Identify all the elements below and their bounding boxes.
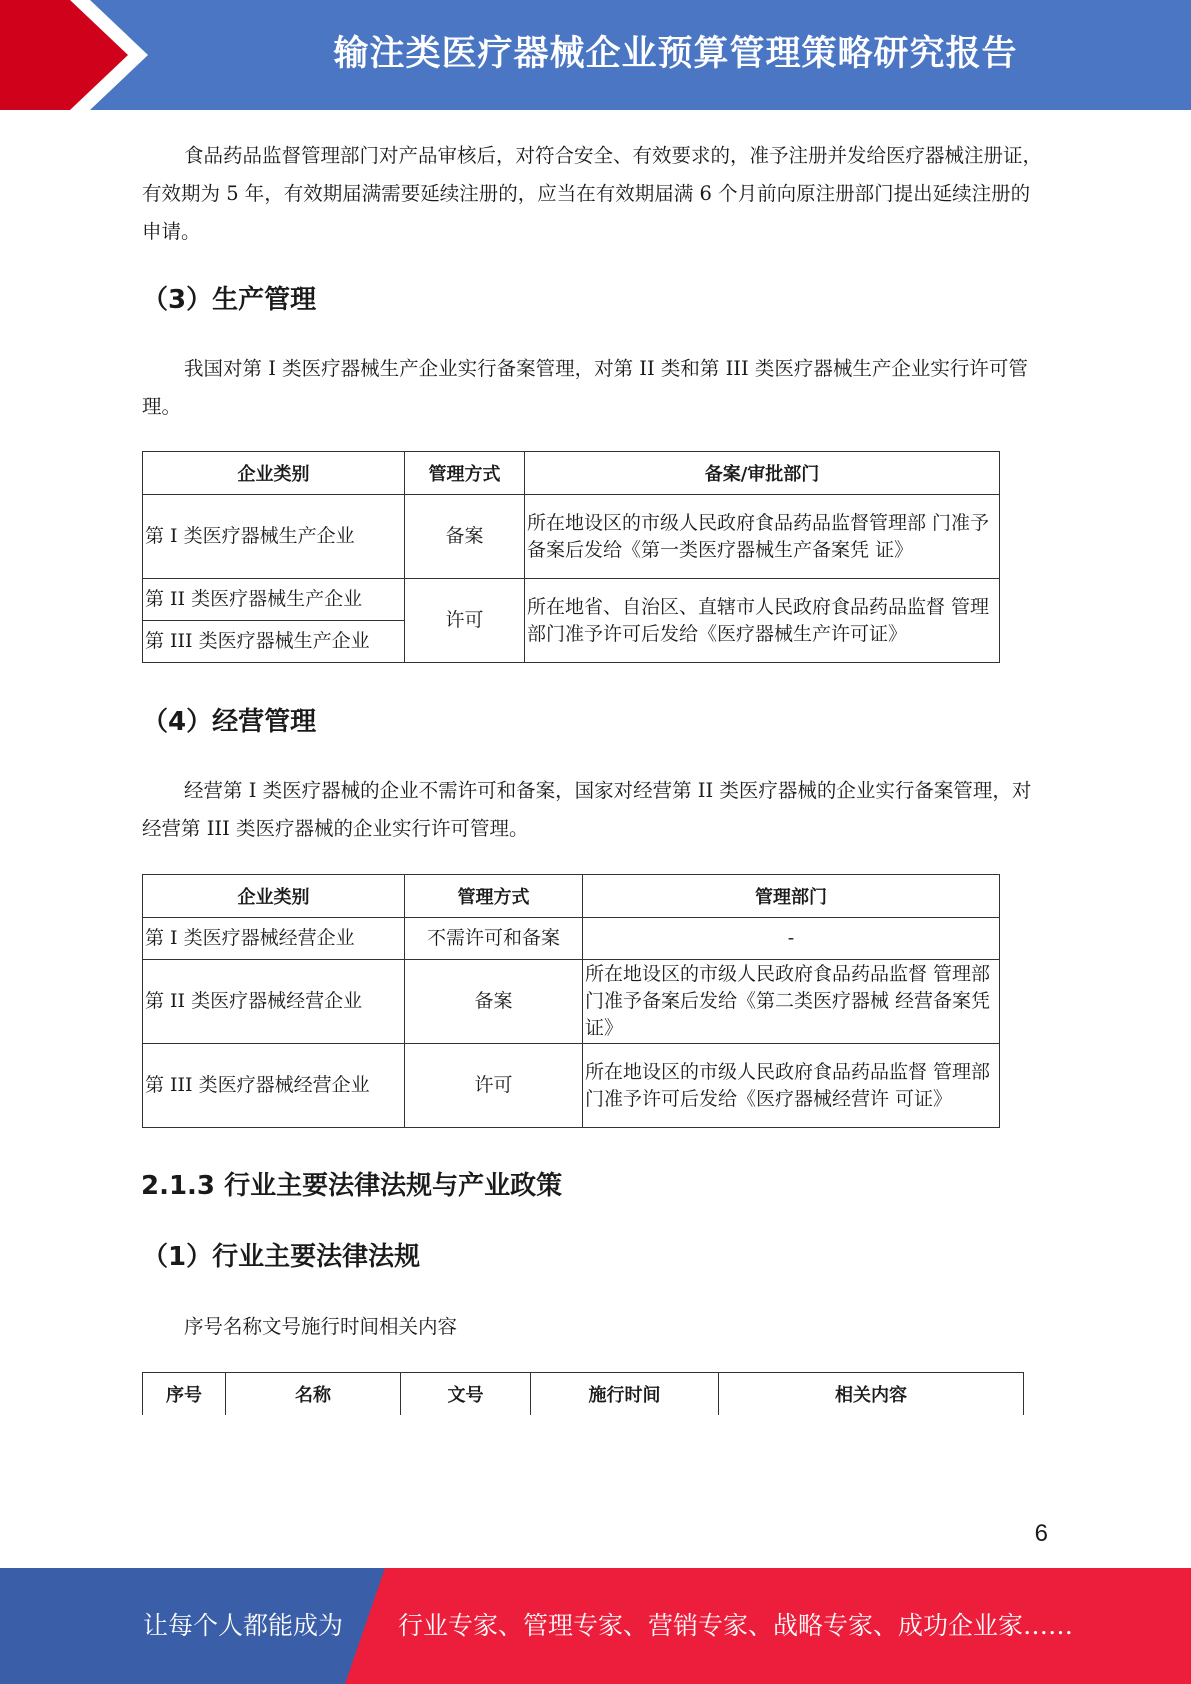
table-cell-method: 许可 [405, 579, 525, 663]
table-cell-category: 第 I 类医疗器械经营企业 [143, 918, 405, 960]
table-cell-category: 第 III 类医疗器械经营企业 [143, 1044, 405, 1128]
table-header-cell: 备案/审批部门 [525, 452, 1000, 495]
production-table [142, 451, 1000, 663]
table-header-cell: 序号 [143, 1373, 226, 1416]
table-header-cell: 企业类别 [143, 875, 405, 918]
table-cell-category: 第 III 类医疗器械生产企业 [143, 621, 405, 663]
table-header-cell: 管理方式 [405, 452, 525, 495]
table-cell-method: 许可 [405, 1044, 583, 1128]
table-header-cell: 名称 [226, 1373, 401, 1416]
table-row [143, 1044, 1000, 1128]
table-header-cell: 相关内容 [719, 1373, 1024, 1416]
production-paragraph: 我国对第 I 类医疗器械生产企业实行备案管理，对第 II 类和第 III 类医疗器械生产企业实行许可管理。 [142, 357, 1028, 418]
table-cell-category: 第 II 类医疗器械生产企业 [143, 579, 405, 621]
table-cell-method: 备案 [405, 495, 525, 579]
table-row [143, 918, 1000, 960]
table-header-cell: 文号 [401, 1373, 531, 1416]
table-cell-category: 第 II 类医疗器械经营企业 [143, 960, 405, 1044]
table-header-cell: 管理部门 [583, 875, 1000, 918]
table-cell-dept: - [583, 918, 1000, 960]
subsection-heading-laws: （1）行业主要法律法规 [142, 1242, 421, 1272]
table-cell-dept: 所在地省、自治区、直辖市人民政府食品药品监督 管理部门准予许可后发给《医疗器械生产许可证》 [525, 579, 1000, 663]
table-row [143, 579, 1000, 621]
page-header [0, 0, 1191, 110]
table-header-cell: 管理方式 [405, 875, 583, 918]
section-heading-production: （3）生产管理 [142, 285, 317, 315]
laws-paragraph: 序号名称文号施行时间相关内容 [184, 1315, 458, 1338]
table-header-row [143, 452, 1000, 495]
table-cell-method: 备案 [405, 960, 583, 1044]
table-header-row [143, 875, 1000, 918]
table-header-cell: 企业类别 [143, 452, 405, 495]
table-cell-dept: 所在地设区的市级人民政府食品药品监督 管理部门准予许可后发给《医疗器械经营许 可证》 [583, 1044, 1000, 1128]
table-cell-dept: 所在地设区的市级人民政府食品药品监督管理部 门准予备案后发给《第一类医疗器械生产备案凭 证》 [525, 495, 1000, 579]
laws-table [142, 1372, 1024, 1415]
table-cell-category: 第 I 类医疗器械生产企业 [143, 495, 405, 579]
table-cell-dept: 所在地设区的市级人民政府食品药品监督 管理部门准予备案后发给《第二类医疗器械 经营备案凭证》 [583, 960, 1000, 1044]
business-paragraph: 经营第 I 类医疗器械的企业不需许可和备案，国家对经营第 II 类医疗器械的企业实行备案管理，对经营第 III 类医疗器械的企业实行许可管理。 [142, 779, 1032, 840]
table-cell-method: 不需许可和备案 [405, 918, 583, 960]
report-title: 输注类医疗器械企业预算管理策略研究报告 [333, 34, 1018, 74]
table-row [143, 495, 1000, 579]
section-heading-business: （4）经营管理 [142, 707, 317, 737]
business-table [142, 874, 1000, 1128]
table-header-cell: 施行时间 [531, 1373, 719, 1416]
page-number: 6 [1034, 1520, 1048, 1547]
header-arrow-graphic [0, 0, 150, 110]
intro-paragraph: 食品药品监督管理部门对产品审核后，对符合安全、有效要求的，准予注册并发给医疗器械注册证，有效期为 5 年，有效期届满需要延续注册的，应当在有效期届满 6 个月前向原注册部门提出延续注册的申请。 [142, 144, 1043, 243]
footer-slogan-right: 行业专家、管理专家、营销专家、战略专家、成功企业家…… [398, 1611, 1074, 1640]
footer-slogan-left: 让每个人都能成为 [143, 1611, 344, 1640]
page-footer [0, 1568, 1191, 1684]
section-heading-laws: 2.1.3 行业主要法律法规与产业政策 [141, 1171, 563, 1201]
table-header-row [143, 1373, 1024, 1416]
table-row [143, 960, 1000, 1044]
